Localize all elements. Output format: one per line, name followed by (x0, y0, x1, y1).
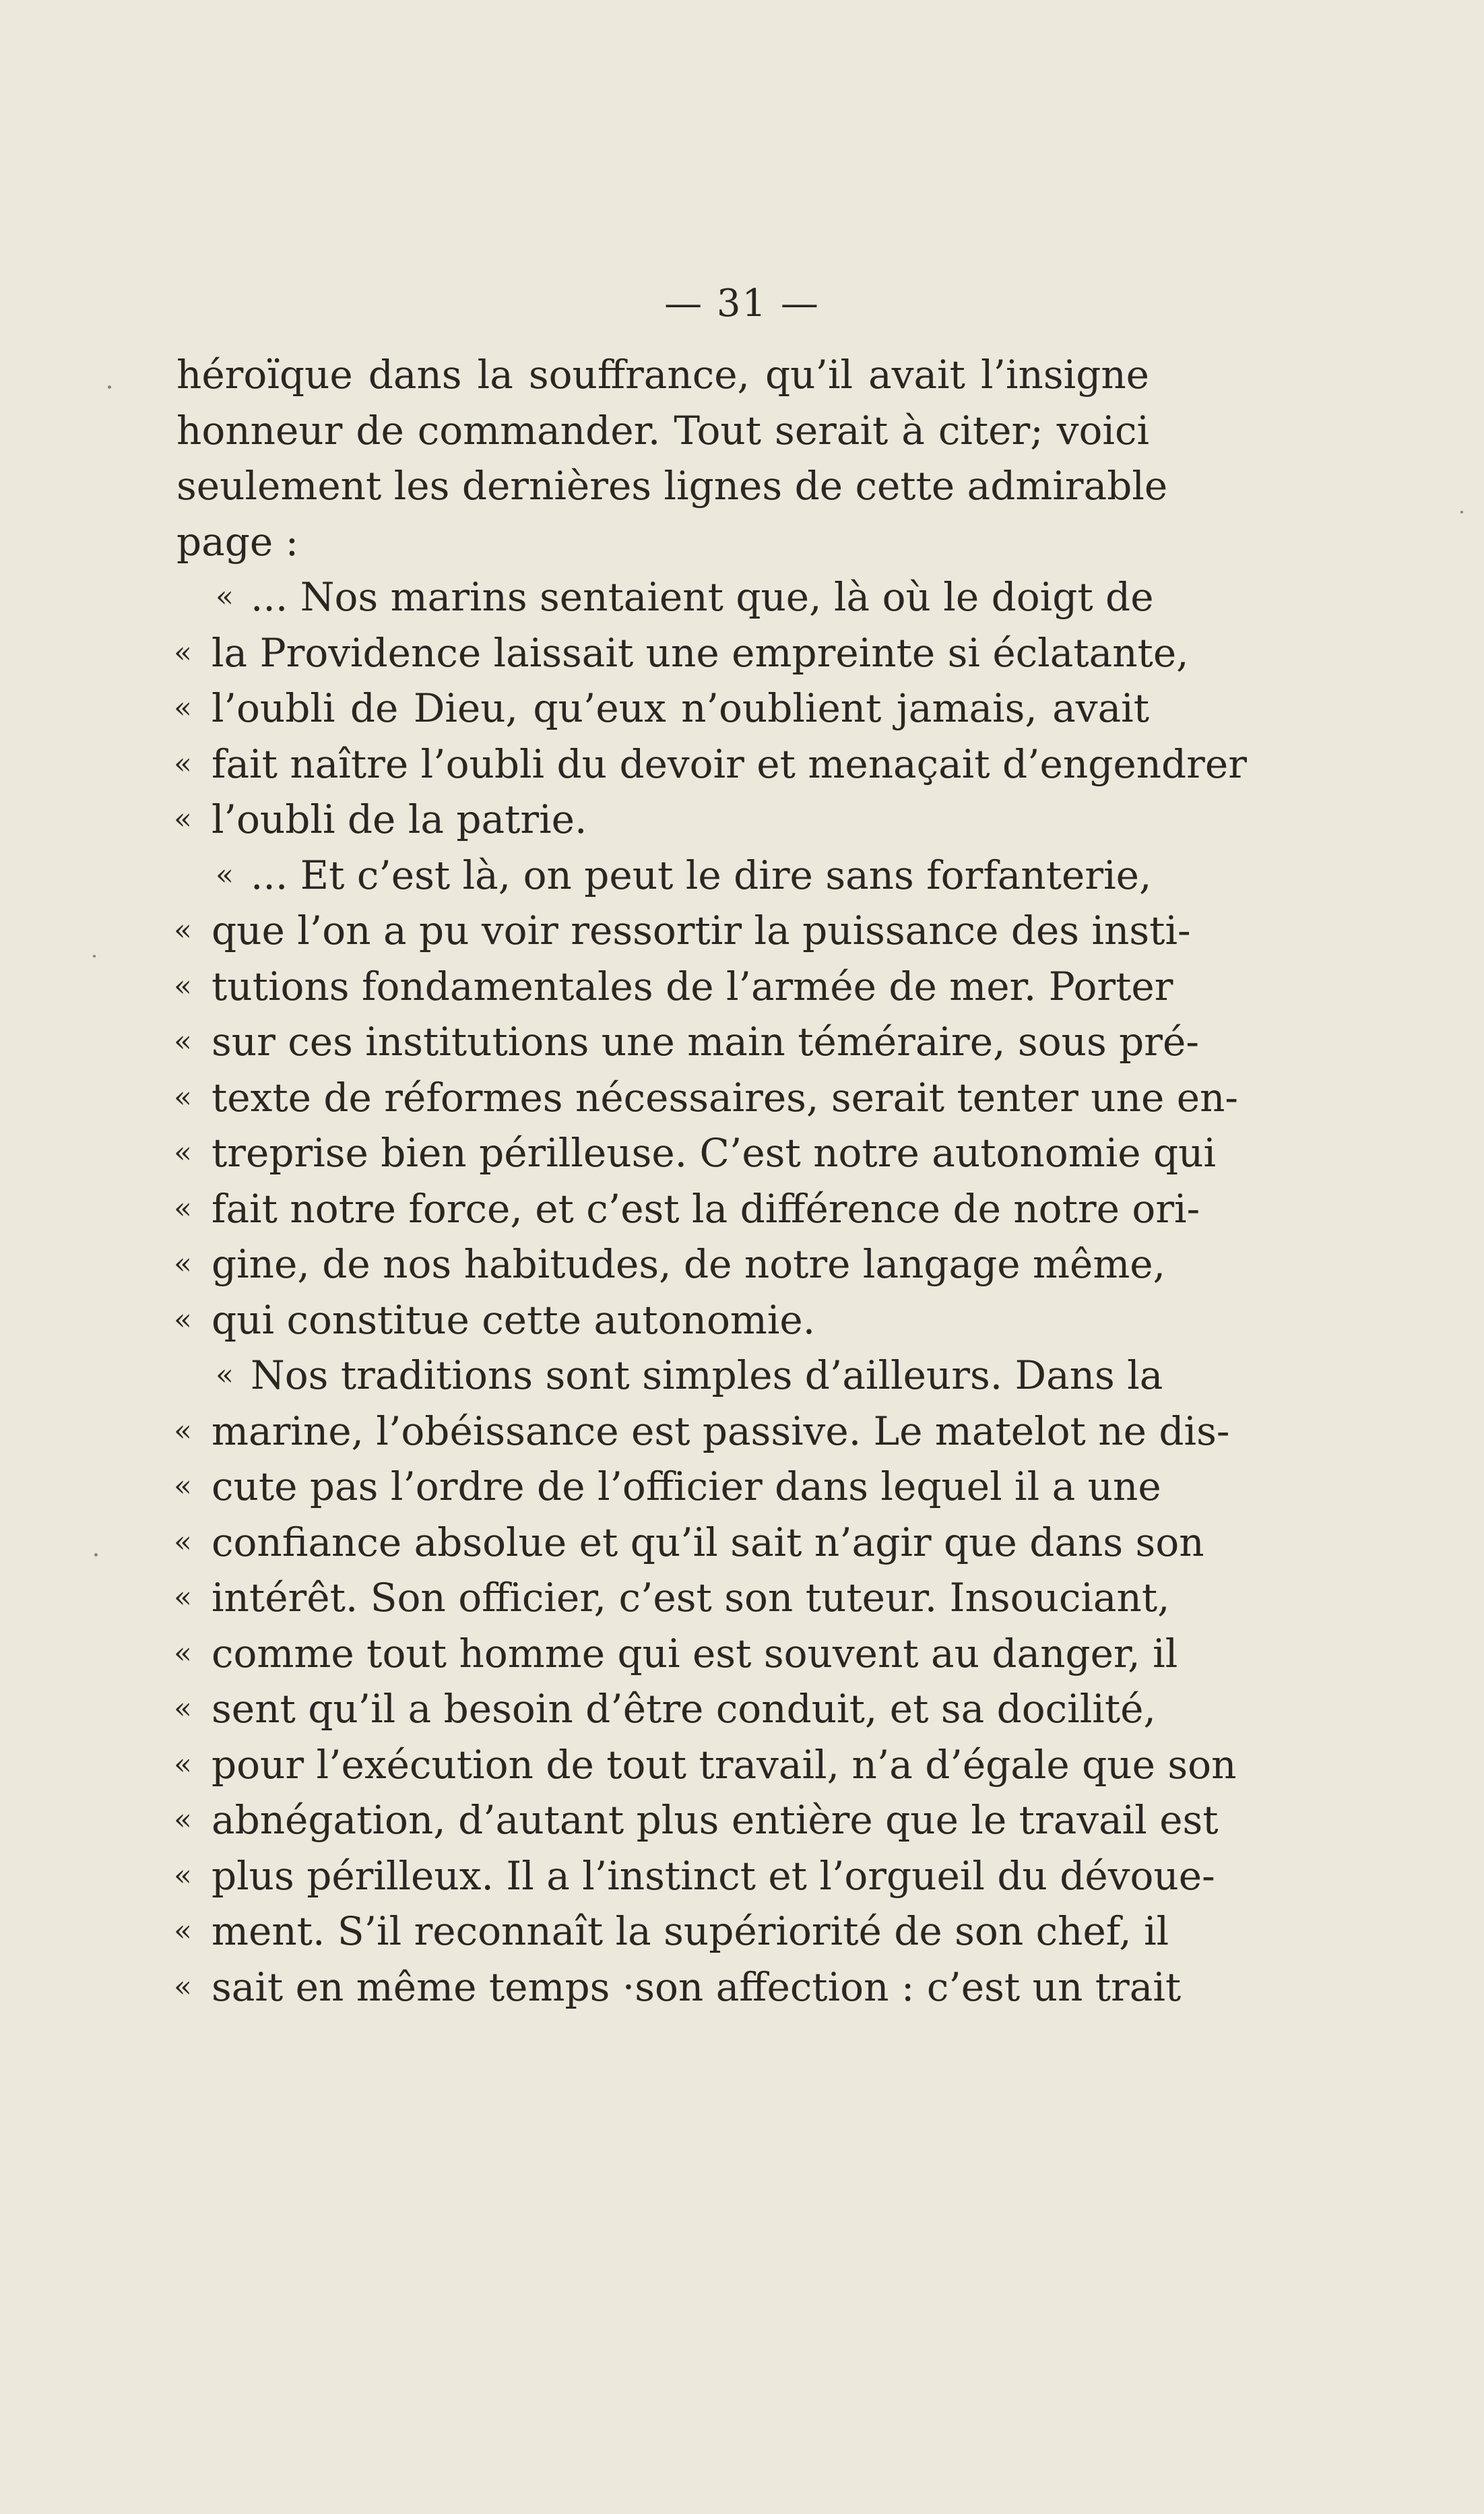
text-line (174, 736, 1247, 792)
quote-mark: « (174, 1969, 192, 2004)
text-line (176, 681, 1149, 736)
line-text: confiance absolue et qu’il sait n’agir que dans son (212, 1519, 1204, 1565)
line-text: tutions fondamentales de l’armée de mer. Porter (212, 963, 1173, 1009)
line-text: pour l’exécution de tout travail, n’a d’égale que son (212, 1741, 1237, 1788)
quote-mark: « (174, 1858, 192, 1893)
quote-mark: « (216, 857, 234, 892)
line-text: honneur de commander. Tout serait à citer; voici (176, 407, 1149, 453)
page-number: — 31 — (664, 282, 820, 325)
speck-mark (94, 1553, 98, 1557)
quote-mark: « (174, 1247, 192, 1281)
quote-mark: « (174, 1079, 192, 1114)
line-text: ment. S’il reconnaît la supériorité de son chef, il (212, 1908, 1169, 1954)
quote-mark: « (174, 1302, 192, 1337)
quote-mark: « (174, 746, 192, 781)
line-text: fait naître l’oubli du devoir et menaçait d’engendrer (212, 741, 1247, 787)
text-line (176, 458, 1168, 514)
line-text: la Providence laissait une empreinte si éclatante, (212, 629, 1189, 676)
line-text: sent qu’il a besoin d’être conduit, et sa docilité, (212, 1686, 1156, 1732)
line-text: que l’on a pu voir ressortir la puissance des insti- (212, 908, 1191, 953)
speck-mark (1460, 511, 1463, 513)
text-line (174, 1848, 1215, 1904)
quote-mark: « (174, 1191, 192, 1226)
text-line (174, 1959, 1182, 2015)
line-text: Nos traditions sont simples d’ailleurs. Dans la (251, 1352, 1163, 1398)
line-text: intérêt. Son officier, c’est son tuteur. Insouciant, (212, 1575, 1170, 1621)
text-line (174, 1570, 1170, 1626)
quote-mark: « (174, 913, 192, 947)
text-line (174, 1181, 1200, 1237)
line-text: héroïque dans la souffrance, qu’il avait l’insigne (176, 352, 1149, 398)
line-text: marine, l’obéissance est passive. Le matelot ne dis- (212, 1408, 1230, 1454)
text-line (174, 1626, 1178, 1682)
line-text: qui constitue cette autonomie. (212, 1296, 816, 1343)
quote-mark: « (174, 1524, 192, 1559)
quote-mark: « (174, 1024, 192, 1059)
quote-mark: « (174, 1580, 192, 1614)
line-text: comme tout homme qui est souvent au danger, il (212, 1630, 1178, 1676)
text-line (176, 569, 1154, 625)
text-line (176, 1348, 1163, 1404)
quote-mark: « (174, 1413, 192, 1448)
text-line (174, 1681, 1156, 1737)
line-text: sur ces institutions une main téméraire, sous pré- (212, 1019, 1199, 1065)
line-text: plus périlleux. Il a l’instinct et l’orgueil du dévoue- (212, 1852, 1215, 1899)
line-text: l’oubli de la patrie. (212, 796, 587, 842)
line-text: ... Et c’est là, on peut le dire sans forfanterie, (251, 852, 1152, 898)
text-line (174, 1904, 1169, 1959)
line-text: cute pas l’ordre de l’officier dans lequel il a une (212, 1464, 1161, 1509)
text-line (176, 848, 1152, 904)
line-text: ... Nos marins sentaient que, là où le doigt de (251, 574, 1154, 620)
line-text: seulement les dernières lignes de cette admirable (176, 463, 1168, 509)
line-text: treprise bien périlleuse. C’est notre autonomie qui (212, 1130, 1217, 1176)
speck-mark (108, 385, 111, 389)
speck-mark (93, 955, 96, 957)
text-line (176, 403, 1149, 459)
quote-mark: « (174, 1635, 192, 1670)
quote-mark: « (174, 968, 192, 1003)
text-line (174, 1459, 1161, 1515)
text-line (174, 1792, 1219, 1848)
quote-mark: « (174, 1747, 192, 1782)
quote-mark: « (174, 1802, 192, 1837)
line-text: l’oubli de Dieu, qu’eux n’oublient jamais, avait (212, 685, 1149, 731)
quote-mark: « (174, 802, 192, 836)
quote-mark: « (174, 691, 192, 725)
text-line (174, 1125, 1217, 1181)
quote-mark: « (216, 1358, 234, 1392)
line-text: abnégation, d’autant plus entière que le travail est (212, 1797, 1219, 1843)
text-line (174, 625, 1189, 681)
body-text (174, 347, 1247, 2015)
quote-mark: « (216, 579, 234, 614)
quote-mark: « (174, 1691, 192, 1726)
line-text: fait notre force, et c’est la différence de notre ori- (212, 1185, 1200, 1232)
text-line (174, 1014, 1199, 1070)
quote-mark: « (174, 1135, 192, 1170)
text-line (174, 1070, 1239, 1126)
quote-mark: « (174, 635, 192, 670)
text-line (174, 1236, 1166, 1292)
text-line (176, 347, 1149, 403)
line-text: page : (176, 518, 299, 565)
text-line (174, 1515, 1204, 1571)
line-text: gine, de nos habitudes, de notre langage même, (212, 1241, 1166, 1287)
text-line (176, 514, 1149, 570)
text-line (174, 1737, 1237, 1793)
quote-mark: « (174, 1914, 192, 1948)
line-text: sait en même temps ·son affection : c’est un trait (212, 1963, 1182, 2010)
text-line (176, 792, 1149, 848)
text-line (176, 1292, 1149, 1348)
quote-mark: « (174, 1469, 192, 1503)
line-text: texte de réformes nécessaires, serait tenter une en- (212, 1074, 1239, 1121)
text-line (174, 959, 1173, 1015)
text-line (174, 1404, 1230, 1459)
text-line (174, 903, 1191, 959)
